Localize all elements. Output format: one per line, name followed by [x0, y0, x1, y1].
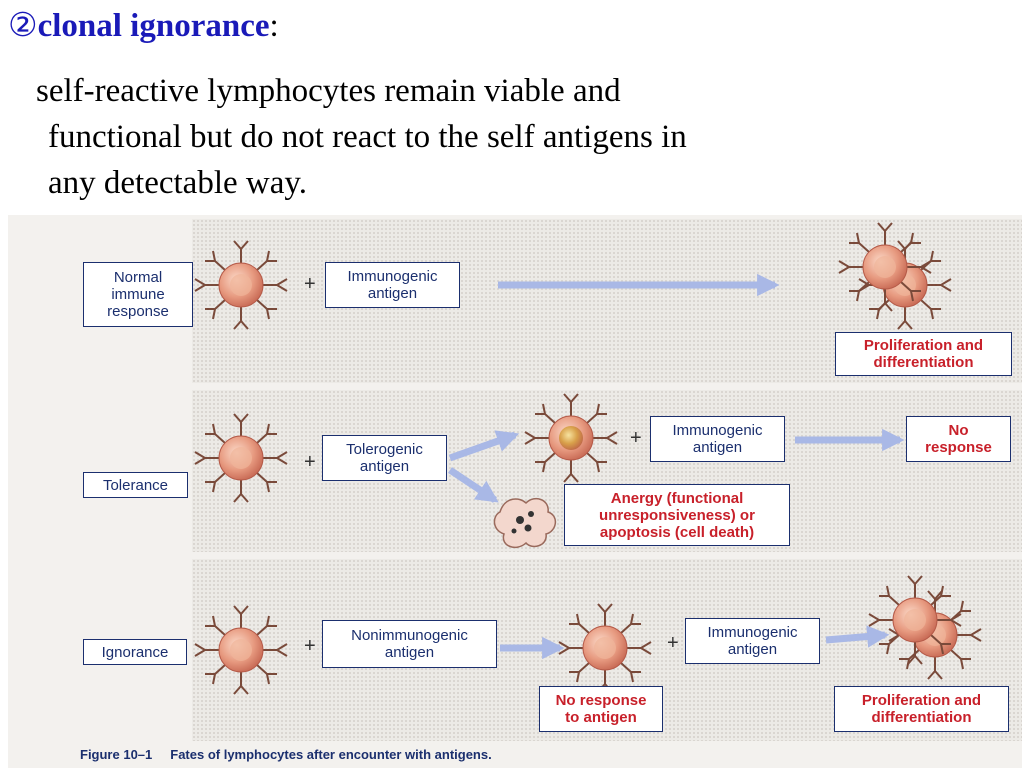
body-line-2: functional but do not react to the self antigens in: [48, 119, 687, 155]
plus-sign-row3: +: [304, 635, 316, 657]
box-tolerogenic-antigen: Tolerogenic antigen: [322, 435, 447, 481]
anergic-lymphocyte-icon: [525, 394, 617, 482]
proliferating-cells-icon-row3: [869, 576, 981, 679]
arrow-row2-apoptosis: [450, 470, 495, 500]
lymphocyte-icon-row3: [195, 606, 287, 694]
lymphocyte-icon-row1: [195, 241, 287, 329]
box-proliferation-row3: Proliferation and differentiation: [834, 686, 1009, 732]
label-ignorance: Ignorance: [83, 639, 187, 665]
figure-caption: [80, 747, 492, 762]
arrow-row2-anergy: [450, 435, 515, 458]
box-immunogenic-antigen-row1: Immunogenic antigen: [325, 262, 460, 308]
box-immunogenic-antigen-row2: Immunogenic antigen: [650, 416, 785, 462]
box-immunogenic-antigen-row3: Immunogenic antigen: [685, 618, 820, 664]
heading-colon: :: [269, 8, 279, 44]
plus-sign-row2b: +: [630, 427, 642, 449]
arrow-row3-b: [826, 635, 885, 640]
box-nonimmunogenic-antigen: Nonimmunogenic antigen: [322, 620, 497, 668]
lymphocyte-icon-row2: [195, 414, 287, 502]
body-line-1: self-reactive lymphocytes remain viable and: [36, 73, 621, 109]
box-no-response-row2: No response: [906, 416, 1011, 462]
heading-term: clonal ignorance: [37, 8, 270, 44]
label-tolerance: Tolerance: [83, 472, 188, 498]
plus-sign-row1: +: [304, 273, 316, 295]
plus-sign-row2: +: [304, 451, 316, 473]
ignorant-lymphocyte-icon: [559, 604, 651, 692]
figure-caption-text: Fates of lymphocytes after encounter with antigens.: [170, 747, 492, 762]
figure-number: Figure 10–1: [80, 747, 153, 762]
plus-sign-row3b: +: [667, 632, 679, 654]
apoptotic-cell-icon: [494, 499, 555, 548]
label-normal-immune-response: Normal immune response: [83, 262, 193, 327]
box-anergy-apoptosis: Anergy (functional unresponsiveness) or apoptosis (cell death): [564, 484, 790, 546]
box-no-response-to-antigen: No response to antigen: [539, 686, 663, 732]
body-line-3: any detectable way.: [48, 165, 307, 201]
proliferating-cells-icon-row1: [839, 223, 951, 329]
box-proliferation-row1: Proliferation and differentiation: [835, 332, 1012, 376]
heading-number: ②: [8, 8, 38, 44]
